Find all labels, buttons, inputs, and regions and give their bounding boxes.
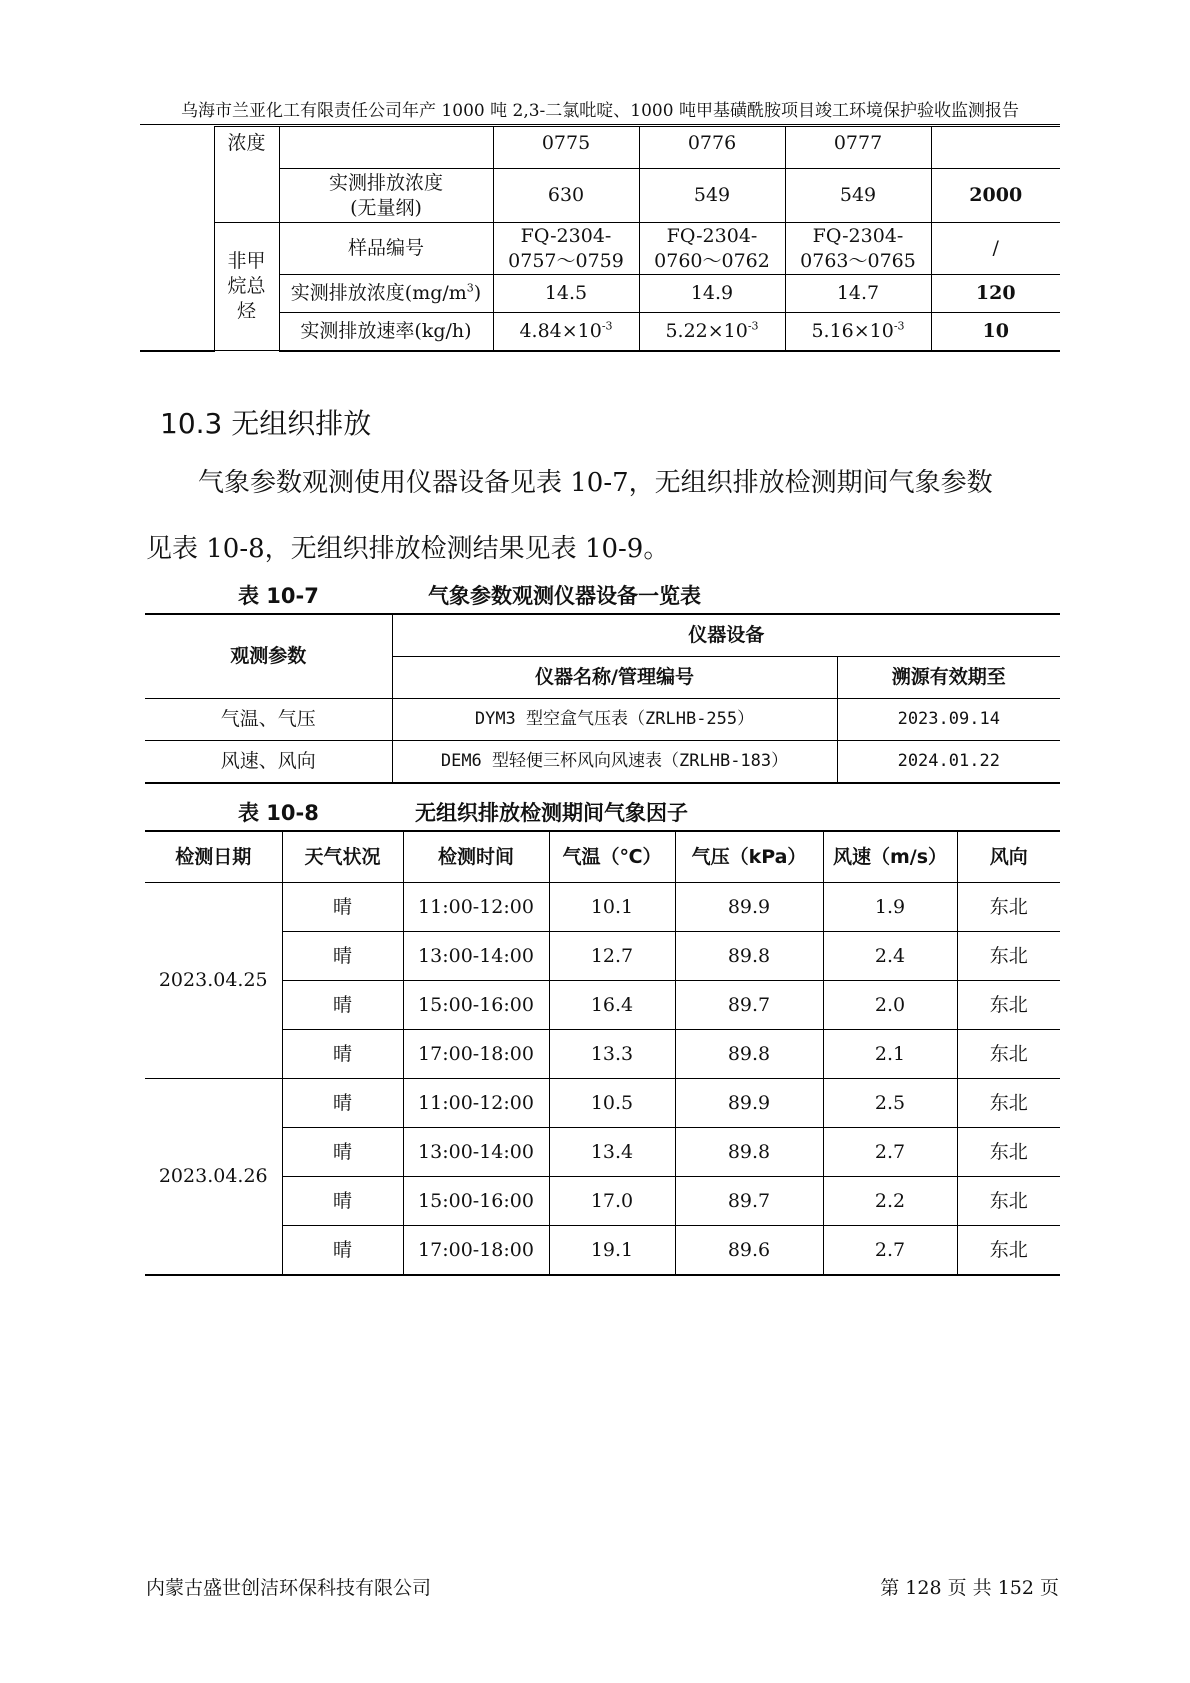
table-row: 风速、风向 DEM6 型轻便三杯风向风速表（ZRLHB-183） 2024.01.22 (145, 741, 1060, 784)
wind-cell: 2.1 (823, 1030, 957, 1079)
temp-cell: 13.3 (549, 1030, 675, 1079)
wind-cell: 2.5 (823, 1079, 957, 1128)
footer-page-number: 第 128 页 共 152 页 (880, 1577, 1059, 1599)
table-row: 非甲 烷总 烃 样品编号 FQ-2304- 0757～0759 FQ-2304- 0760～0762 FQ-2304- 0763～0765 / (140, 223, 1060, 275)
column-header: 风速（m/s） (823, 831, 957, 883)
column-header: 观测参数 (145, 614, 392, 699)
pressure-cell: 89.6 (675, 1226, 823, 1276)
wind-cell: 2.4 (823, 932, 957, 981)
time-cell: 11:00-12:00 (403, 1079, 549, 1128)
table-caption-title: 无组织排放检测期间气象因子 (415, 801, 688, 825)
pressure-cell: 89.7 (675, 981, 823, 1030)
pressure-cell: 89.8 (675, 932, 823, 981)
table-row (145, 1177, 1060, 1226)
weather-cell: 晴 (282, 1030, 403, 1079)
wind-cell: 2.2 (823, 1177, 957, 1226)
date-cell: 2023.04.26 (145, 1079, 282, 1276)
date-cell: 2023.04.25 (145, 883, 282, 1079)
weather-cell: 晴 (282, 1079, 403, 1128)
wind-cell: 2.7 (823, 1226, 957, 1276)
body-paragraph: 气象参数观测使用仪器设备见表 10-7，无组织排放检测期间气象参数 见表 10-8，无组织排放检测结果见表 10-9。 (146, 468, 993, 564)
weather-table (145, 830, 1060, 1276)
table-row: 浓度 0775 0776 0777 (140, 127, 1060, 169)
wind-cell: 2.7 (823, 1128, 957, 1177)
time-cell: 13:00-14:00 (403, 932, 549, 981)
column-header: 检测日期 (145, 831, 282, 883)
footer-company: 内蒙古盛世创洁环保科技有限公司 (146, 1577, 432, 1599)
table-row (145, 883, 1060, 932)
table-row (145, 932, 1060, 981)
column-header: 检测时间 (403, 831, 549, 883)
table-caption-number: 表 10-8 (238, 801, 319, 825)
header-rule (140, 124, 1060, 125)
wind-cell: 1.9 (823, 883, 957, 932)
time-cell: 13:00-14:00 (403, 1128, 549, 1177)
temp-cell: 10.1 (549, 883, 675, 932)
odor-label-cell: 实测排放浓度 (无量纲) (279, 169, 493, 223)
dir-cell: 东北 (957, 1128, 1060, 1177)
dir-cell: 东北 (957, 981, 1060, 1030)
table-row (145, 1226, 1060, 1276)
table-row: 实测排放速率(kg/h) $4.84\times 10^{-3}$ $5.22\times 10^{-3}$ $5.16\times 10^{-3}$ 10 (140, 313, 1060, 351)
emission-results-table-continued (140, 126, 1060, 352)
temp-cell: 10.5 (549, 1079, 675, 1128)
weather-cell: 晴 (282, 1128, 403, 1177)
table-row (145, 1128, 1060, 1177)
pressure-cell: 89.8 (675, 1030, 823, 1079)
column-header: 仪器名称/管理编号 (392, 657, 837, 699)
dir-cell: 东北 (957, 1079, 1060, 1128)
temp-cell: 19.1 (549, 1226, 675, 1276)
time-cell: 17:00-18:00 (403, 1030, 549, 1079)
time-cell: 17:00-18:00 (403, 1226, 549, 1276)
weather-cell: 晴 (282, 1177, 403, 1226)
column-header: 天气状况 (282, 831, 403, 883)
column-header: 溯源有效期至 (837, 657, 1060, 699)
table-caption-number: 表 10-7 (238, 584, 319, 608)
time-cell: 15:00-16:00 (403, 981, 549, 1030)
time-cell: 11:00-12:00 (403, 883, 549, 932)
temp-cell: 16.4 (549, 981, 675, 1030)
section-heading: 10.3 无组织排放 (160, 407, 372, 440)
column-header: 仪器设备 (392, 614, 1060, 657)
column-header: 风向 (957, 831, 1060, 883)
table-row (145, 981, 1060, 1030)
table-row: 气温、气压 DYM3 型空盒气压表（ZRLHB-255） 2023.09.14 (145, 699, 1060, 741)
table-row (145, 614, 1060, 657)
weather-cell: 晴 (282, 932, 403, 981)
dir-cell: 东北 (957, 883, 1060, 932)
table-row (145, 1030, 1060, 1079)
dir-cell: 东北 (957, 1030, 1060, 1079)
table-caption-title: 气象参数观测仪器设备一览表 (428, 584, 701, 608)
temp-cell: 17.0 (549, 1177, 675, 1226)
nmhc-label-cell: 非甲 烷总 烃 (214, 223, 279, 351)
table-header-row (145, 831, 1060, 883)
pressure-cell: 89.8 (675, 1128, 823, 1177)
pressure-cell: 89.9 (675, 1079, 823, 1128)
table-row: 实测排放浓度$(mg/m^3)$ 14.5 14.9 14.7 120 (140, 275, 1060, 313)
running-header: 乌海市兰亚化工有限责任公司年产 1000 吨 2,3-二氯吡啶、1000 吨甲基磺酰胺项目竣工环境保护验收监测报告 (181, 101, 1019, 121)
conc-label-cell: 浓度 (214, 127, 279, 223)
table-row: 实测排放浓度 (无量纲) 630 549 549 2000 (140, 169, 1060, 223)
weather-cell: 晴 (282, 883, 403, 932)
instrument-table (145, 613, 1060, 784)
pressure-cell: 89.7 (675, 1177, 823, 1226)
weather-cell: 晴 (282, 981, 403, 1030)
column-header: 气温（℃） (549, 831, 675, 883)
temp-cell: 13.4 (549, 1128, 675, 1177)
column-header: 气压（kPa） (675, 831, 823, 883)
table-row (145, 1079, 1060, 1128)
weather-cell: 晴 (282, 1226, 403, 1276)
temp-cell: 12.7 (549, 932, 675, 981)
wind-cell: 2.0 (823, 981, 957, 1030)
dir-cell: 东北 (957, 1177, 1060, 1226)
dir-cell: 东北 (957, 1226, 1060, 1276)
pressure-cell: 89.9 (675, 883, 823, 932)
time-cell: 15:00-16:00 (403, 1177, 549, 1226)
dir-cell: 东北 (957, 932, 1060, 981)
